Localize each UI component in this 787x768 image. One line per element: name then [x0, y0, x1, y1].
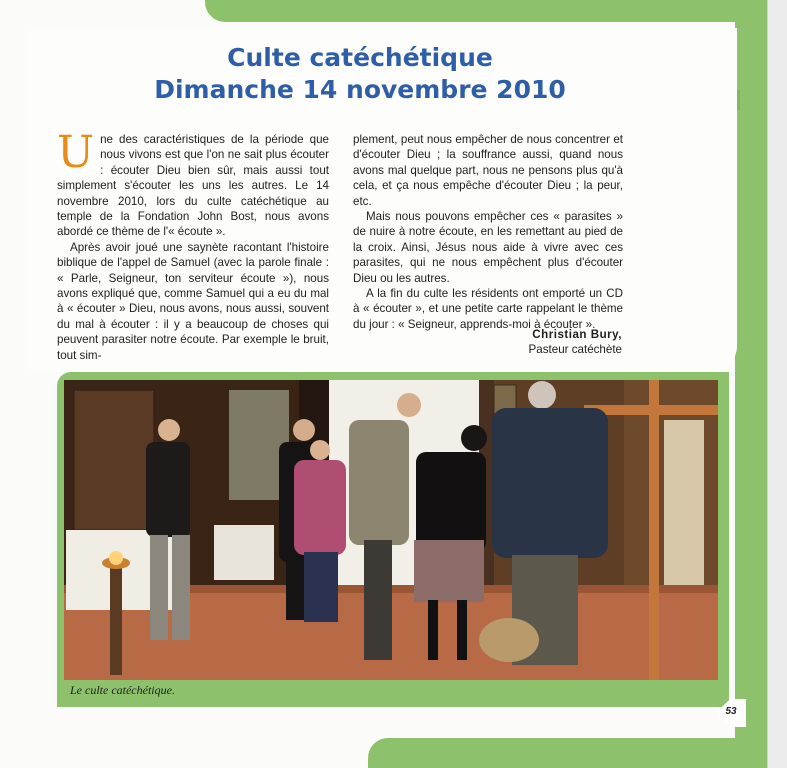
person-left: [146, 419, 190, 640]
page-gutter-edge: [767, 0, 787, 768]
drop-cap: U: [57, 127, 95, 178]
paragraph-2: Après avoir joué une saynète racontant l'histoire biblique de l'appel de Samuel (avec la parole finale : « Parle, Seigneur, ton serviteur écoute »), nous avons expliqué que, comme Samuel qui a eu du mal à « écouter » Dieu, nous avons, nous aussi, souvent du mal à écouter : il y a beaucoup de choses qui peuvent parasiter notre écoute. Par exemple le bruit, tout sim-: [57, 240, 329, 362]
paragraph-4: Mais nous pouvons empêcher ces « parasites » de nuire à notre écoute, en les remettant au pied de la croix. Ainsi, Jésus nous aide à vivre avec ces parasites, qui ne nous empêchent plus d'écouter Dieu ou les autres.: [353, 210, 623, 285]
paragraph-1: [57, 127, 329, 240]
top-green-band: [205, 0, 745, 22]
page-number: 53: [725, 706, 737, 717]
article-column-1: [57, 127, 329, 363]
paragraph-5: A la fin du culte les résidents ont emporté un CD à « écouter », et une petite carte rappelant le thème du jour : « Seigneur, apprends-moi à écouter ».: [353, 287, 623, 331]
article-title: [40, 42, 680, 106]
author-role: Pasteur catéchète: [528, 343, 622, 356]
photo-illustration: [64, 380, 718, 680]
title-line-1: Culte catéchétique: [227, 43, 493, 72]
author-name: Christian Bury,: [532, 328, 622, 341]
service-photo: [64, 380, 718, 680]
photo-caption: Le culte catéchétique.: [70, 683, 175, 697]
title-line-2: Dimanche 14 novembre 2010: [154, 75, 566, 104]
bottom-green-band: [368, 738, 748, 768]
paragraph-1-text: ne des caractéristiques de la période que nous vivons est que l'on ne sait plus écouter : écouter Dieu bien sûr, mais aussi tout simplement s'écouter les uns les autres. Le 14 novembre 2010, lors du culte catéchétique au temple de la Fondation John Bost, nous avons abordé ce thème de l'« écoute ».: [57, 133, 329, 239]
article-column-2: [353, 132, 623, 332]
paragraph-3: plement, peut nous empêcher de nous concentrer et d'écouter Dieu ; la souffrance aussi, quand nous avons mal quelque part, nous ne pensons plus qu'à cela, et ça nous empêche d'écouter Dieu ; la peur, etc.: [353, 133, 623, 208]
signature-block: [430, 327, 622, 357]
